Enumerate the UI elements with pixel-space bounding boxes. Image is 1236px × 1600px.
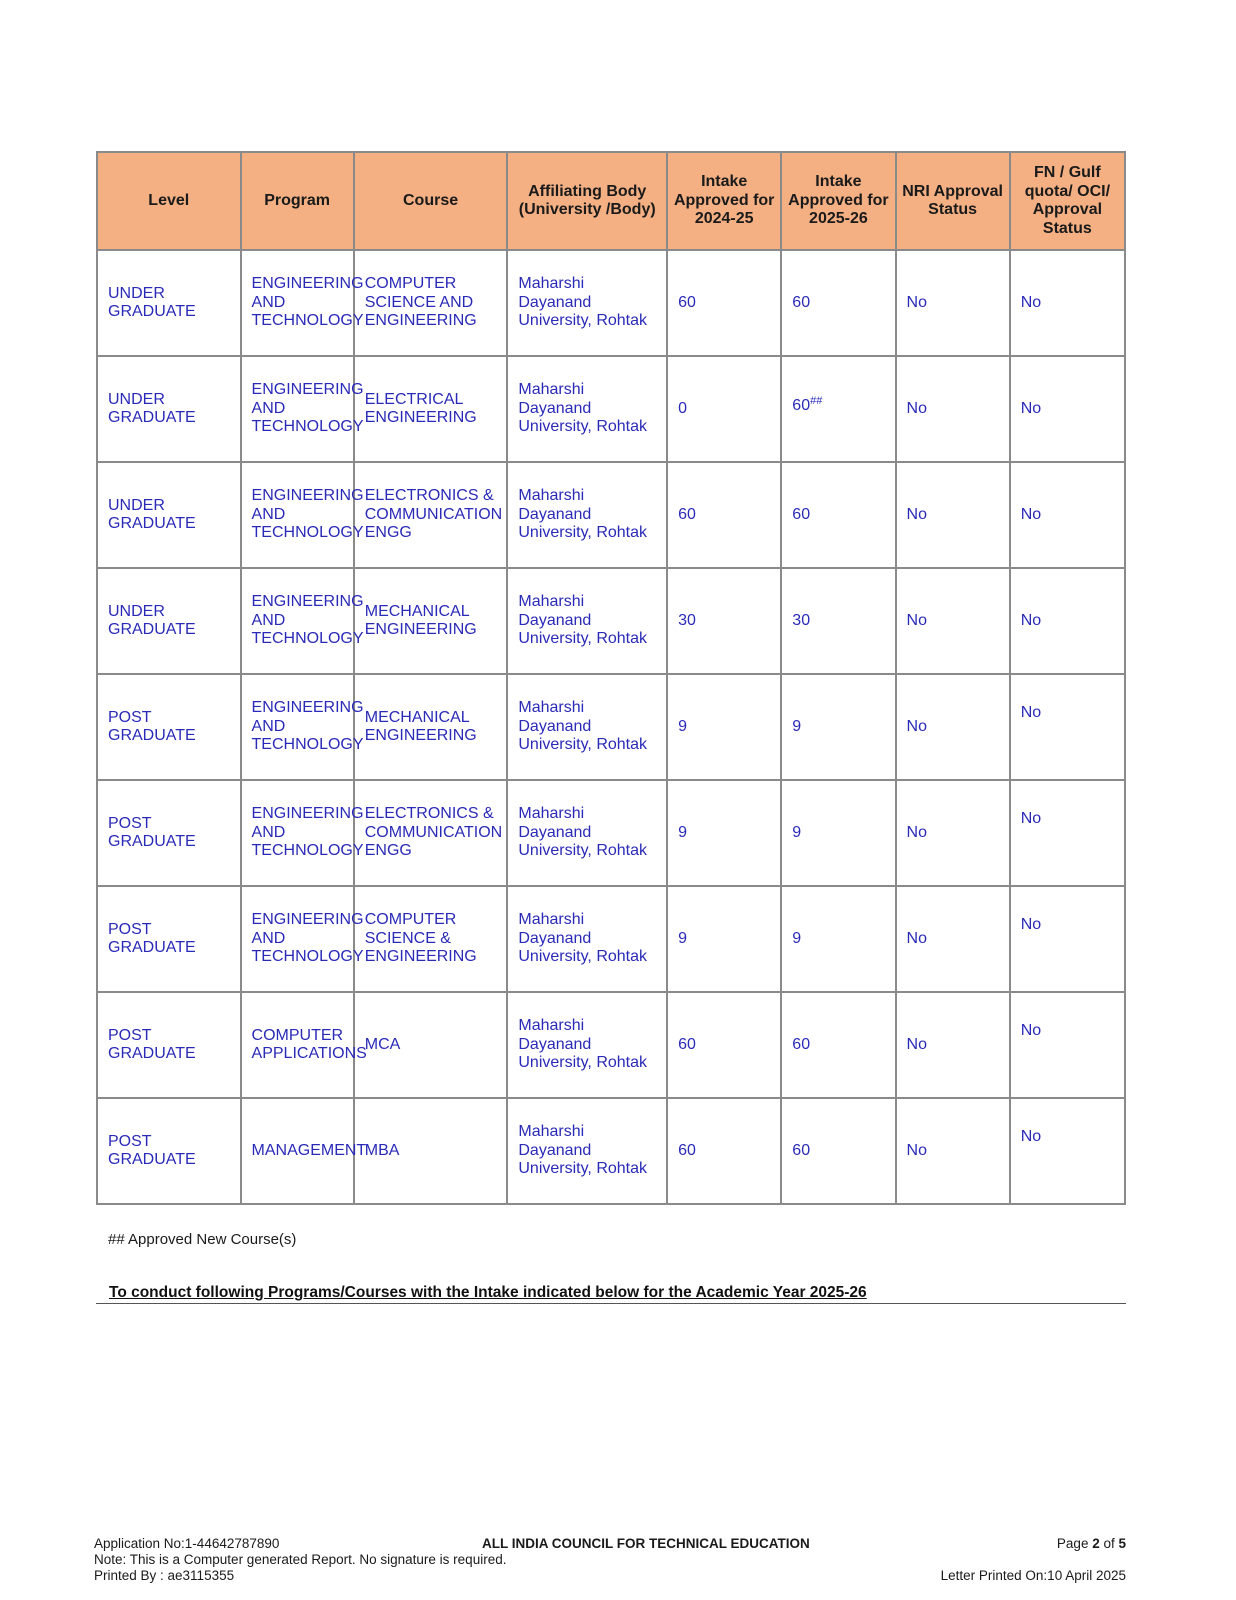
table-row: [97, 1098, 1125, 1204]
cell-intake-2025-26-text: 30: [792, 611, 811, 629]
cell-affiliating-body: [507, 1098, 667, 1204]
table-row: [97, 250, 1125, 356]
cell-nri-status: [896, 568, 1010, 674]
cell-level: [97, 780, 241, 886]
header-intake-2025-26: Intake Approved for 2025-26: [781, 152, 895, 250]
cell-level-text: POST GRADUATE: [108, 920, 196, 956]
cell-level-text: POST GRADUATE: [108, 814, 196, 850]
page-current: 2: [1092, 1536, 1100, 1551]
cell-program-text: ENGINEERING AND TECHNOLOGY: [251, 911, 364, 966]
cell-fn-gulf-oci-status-text: No: [1020, 1127, 1042, 1145]
cell-fn-gulf-oci-status: [1010, 780, 1125, 886]
cell-program-text: ENGINEERING AND TECHNOLOGY: [251, 593, 364, 648]
cell-fn-gulf-oci-status-text: No: [1020, 505, 1042, 523]
cell-affiliating-body-text: Maharshi Dayanand University, Rohtak: [518, 381, 648, 436]
cell-nri-status-text: No: [906, 929, 927, 947]
header-intake-2024-25: Intake Approved for 2024-25: [667, 152, 781, 250]
cell-nri-status-text: No: [906, 717, 927, 735]
cell-intake-2024-25: [667, 1098, 781, 1204]
cell-nri-status: [896, 1098, 1010, 1204]
cell-fn-gulf-oci-status-text: No: [1020, 703, 1042, 721]
cell-level: [97, 462, 241, 568]
cell-program: [241, 568, 364, 674]
header-affiliating-body: Affiliating Body (University /Body): [507, 152, 667, 250]
cell-intake-2025-26-text: 60: [792, 293, 811, 311]
cell-intake-2025-26-text: 9: [792, 717, 802, 735]
table-row: [97, 356, 1125, 462]
cell-level-text: UNDER GRADUATE: [108, 602, 196, 638]
cell-program: [241, 356, 364, 462]
header-nri-status: NRI Approval Status: [896, 152, 1010, 250]
cell-level-text: POST GRADUATE: [108, 1132, 196, 1168]
cell-intake-2024-25: [667, 568, 781, 674]
cell-intake-2024-25-text: 9: [678, 823, 687, 841]
section-heading-text: To conduct following Programs/Courses with the Intake indicated below for the Academic Year 2025-26: [109, 1284, 867, 1301]
table-row: [97, 886, 1125, 992]
cell-intake-2024-25-text: 30: [678, 611, 696, 629]
cell-course: [354, 886, 508, 992]
cell-fn-gulf-oci-status: [1010, 356, 1125, 462]
cell-affiliating-body-text: Maharshi Dayanand University, Rohtak: [518, 699, 648, 754]
cell-course-text: MBA: [364, 1141, 400, 1159]
table-header-row: [97, 152, 1125, 250]
cell-program-text: ENGINEERING AND TECHNOLOGY: [251, 699, 364, 754]
cell-intake-2024-25-text: 0: [678, 399, 687, 417]
cell-course: [354, 1098, 508, 1204]
cell-level: [97, 886, 241, 992]
cell-intake-2024-25: [667, 674, 781, 780]
cell-affiliating-body-text: Maharshi Dayanand University, Rohtak: [518, 487, 648, 542]
computer-generated-note: Note: This is a Computer generated Report. No signature is required.: [94, 1552, 507, 1567]
cell-course: [354, 250, 508, 356]
cell-nri-status: [896, 462, 1010, 568]
table-row: [97, 568, 1125, 674]
cell-program-text: MANAGEMENT: [251, 1141, 367, 1159]
organization-name: ALL INDIA COUNCIL FOR TECHNICAL EDUCATION: [482, 1536, 810, 1551]
cell-nri-status-text: No: [906, 611, 927, 629]
cell-course-text: COMPUTER SCIENCE & ENGINEERING: [364, 911, 477, 966]
table-row: [97, 462, 1125, 568]
cell-level-text: UNDER GRADUATE: [108, 496, 196, 532]
cell-affiliating-body-text: Maharshi Dayanand University, Rohtak: [518, 805, 648, 860]
cell-affiliating-body-text: Maharshi Dayanand University, Rohtak: [518, 1017, 648, 1072]
page-number: [1057, 1536, 1126, 1552]
cell-intake-2025-26-text: 9: [792, 929, 802, 947]
cell-intake-2024-25-text: 60: [678, 505, 696, 523]
table-row: [97, 780, 1125, 886]
cell-fn-gulf-oci-status-text: No: [1020, 1021, 1042, 1039]
cell-intake-2025-26: [781, 462, 895, 568]
cell-course: [354, 780, 508, 886]
cell-intake-2025-26-text: 60: [792, 396, 811, 414]
cell-intake-2025-26: [781, 356, 895, 462]
cell-intake-2025-26-text: 9: [792, 823, 802, 841]
cell-program: [241, 250, 364, 356]
cell-level-text: UNDER GRADUATE: [108, 390, 196, 426]
cell-nri-status-text: No: [906, 505, 927, 523]
intake-table: [96, 151, 1126, 1205]
cell-course: [354, 992, 508, 1098]
cell-course-text: MECHANICAL ENGINEERING: [364, 602, 477, 638]
cell-course-text: ELECTRICAL ENGINEERING: [364, 390, 477, 426]
cell-affiliating-body: [507, 568, 667, 674]
cell-program-text: COMPUTER APPLICATIONS: [251, 1026, 367, 1062]
cell-nri-status-text: No: [906, 823, 927, 841]
header-level: Level: [97, 152, 241, 250]
cell-course-text: ELECTRONICS & COMMUNICATION ENGG: [364, 805, 503, 860]
cell-intake-2025-26: [781, 886, 895, 992]
footnote-new-course: ## Approved New Course(s): [108, 1231, 297, 1248]
cell-course-text: MCA: [364, 1035, 401, 1053]
cell-intake-2024-25-text: 60: [678, 293, 696, 311]
cell-level: [97, 250, 241, 356]
new-course-marker: ##: [810, 394, 823, 407]
cell-course: [354, 674, 508, 780]
section-heading: [96, 1284, 1126, 1304]
cell-level: [97, 674, 241, 780]
cell-fn-gulf-oci-status: [1010, 568, 1125, 674]
cell-program: [241, 462, 364, 568]
cell-fn-gulf-oci-status: [1010, 674, 1125, 780]
cell-affiliating-body: [507, 250, 667, 356]
letter-printed-date: Letter Printed On:10 April 2025: [940, 1568, 1126, 1583]
application-number: Application No:1-44642787890: [94, 1536, 280, 1551]
cell-level-text: UNDER GRADUATE: [108, 284, 196, 320]
cell-course-text: ELECTRONICS & COMMUNICATION ENGG: [364, 487, 503, 542]
printed-by: Printed By : ae3115355: [94, 1568, 235, 1583]
cell-program-text: ENGINEERING AND TECHNOLOGY: [251, 487, 364, 542]
footer-left: [94, 1536, 506, 1584]
cell-level: [97, 568, 241, 674]
cell-intake-2025-26: [781, 780, 895, 886]
cell-nri-status: [896, 674, 1010, 780]
cell-fn-gulf-oci-status-text: No: [1020, 809, 1042, 827]
cell-intake-2025-26-text: 60: [792, 1035, 811, 1053]
cell-affiliating-body-text: Maharshi Dayanand University, Rohtak: [518, 593, 648, 648]
cell-fn-gulf-oci-status: [1010, 992, 1125, 1098]
cell-program-text: ENGINEERING AND TECHNOLOGY: [251, 805, 364, 860]
cell-program: [241, 674, 364, 780]
cell-course: [354, 568, 508, 674]
cell-fn-gulf-oci-status: [1010, 1098, 1125, 1204]
cell-fn-gulf-oci-status: [1010, 462, 1125, 568]
cell-intake-2024-25-text: 60: [678, 1141, 696, 1159]
cell-program-text: ENGINEERING AND TECHNOLOGY: [251, 381, 364, 436]
page-total: 5: [1118, 1536, 1126, 1551]
cell-intake-2025-26-text: 60: [792, 505, 811, 523]
cell-intake-2024-25: [667, 356, 781, 462]
cell-intake-2024-25-text: 9: [678, 717, 687, 735]
cell-nri-status: [896, 992, 1010, 1098]
cell-nri-status: [896, 356, 1010, 462]
cell-nri-status-text: No: [906, 1141, 927, 1159]
cell-course: [354, 356, 508, 462]
cell-intake-2025-26-text: 60: [792, 1141, 811, 1159]
cell-affiliating-body: [507, 462, 667, 568]
cell-program: [241, 992, 367, 1098]
cell-fn-gulf-oci-status-text: No: [1020, 915, 1042, 933]
page-suffix: of: [1099, 1536, 1119, 1551]
cell-intake-2024-25: [667, 992, 781, 1098]
header-program: Program: [241, 152, 354, 250]
cell-fn-gulf-oci-status-text: No: [1020, 293, 1042, 311]
cell-level: [97, 1098, 241, 1204]
table-row: [97, 992, 1125, 1098]
cell-course-text: MECHANICAL ENGINEERING: [364, 708, 477, 744]
cell-intake-2025-26: [781, 1098, 895, 1204]
cell-intake-2025-26: [781, 250, 895, 356]
cell-program: [241, 1098, 367, 1204]
cell-nri-status-text: No: [906, 1035, 927, 1053]
cell-intake-2025-26: [781, 674, 895, 780]
cell-course: [354, 462, 508, 568]
cell-intake-2025-26: [781, 992, 895, 1098]
cell-level: [97, 356, 241, 462]
cell-nri-status: [896, 780, 1010, 886]
cell-affiliating-body: [507, 356, 667, 462]
table-row: [97, 674, 1125, 780]
header-course: Course: [354, 152, 508, 250]
cell-affiliating-body-text: Maharshi Dayanand University, Rohtak: [518, 911, 648, 966]
cell-intake-2024-25-text: 9: [678, 929, 687, 947]
cell-fn-gulf-oci-status-text: No: [1020, 611, 1042, 629]
cell-intake-2024-25: [667, 886, 781, 992]
cell-intake-2024-25: [667, 250, 781, 356]
cell-affiliating-body: [507, 674, 667, 780]
cell-nri-status-text: No: [906, 399, 927, 417]
cell-level-text: POST GRADUATE: [108, 708, 196, 744]
cell-program: [241, 780, 364, 886]
cell-affiliating-body: [507, 992, 667, 1098]
cell-fn-gulf-oci-status-text: No: [1020, 399, 1042, 417]
cell-nri-status-text: No: [906, 293, 927, 311]
page-prefix: Page: [1056, 1536, 1093, 1551]
cell-intake-2025-26: [781, 568, 895, 674]
cell-affiliating-body-text: Maharshi Dayanand University, Rohtak: [518, 275, 648, 330]
cell-nri-status: [896, 250, 1010, 356]
cell-intake-2024-25: [667, 462, 781, 568]
cell-program-text: ENGINEERING AND TECHNOLOGY: [251, 275, 364, 330]
cell-intake-2024-25: [667, 780, 781, 886]
cell-nri-status: [896, 886, 1010, 992]
cell-affiliating-body-text: Maharshi Dayanand University, Rohtak: [518, 1123, 648, 1178]
cell-intake-2024-25-text: 60: [678, 1035, 696, 1053]
cell-level: [97, 992, 241, 1098]
cell-affiliating-body: [507, 780, 667, 886]
cell-affiliating-body: [507, 886, 667, 992]
cell-program: [241, 886, 364, 992]
cell-course-text: COMPUTER SCIENCE AND ENGINEERING: [364, 275, 477, 330]
cell-level-text: POST GRADUATE: [108, 1026, 196, 1062]
header-fn-gulf-oci-status: FN / Gulf quota/ OCI/ Approval Status: [1010, 152, 1125, 250]
cell-fn-gulf-oci-status: [1010, 250, 1125, 356]
cell-fn-gulf-oci-status: [1010, 886, 1125, 992]
